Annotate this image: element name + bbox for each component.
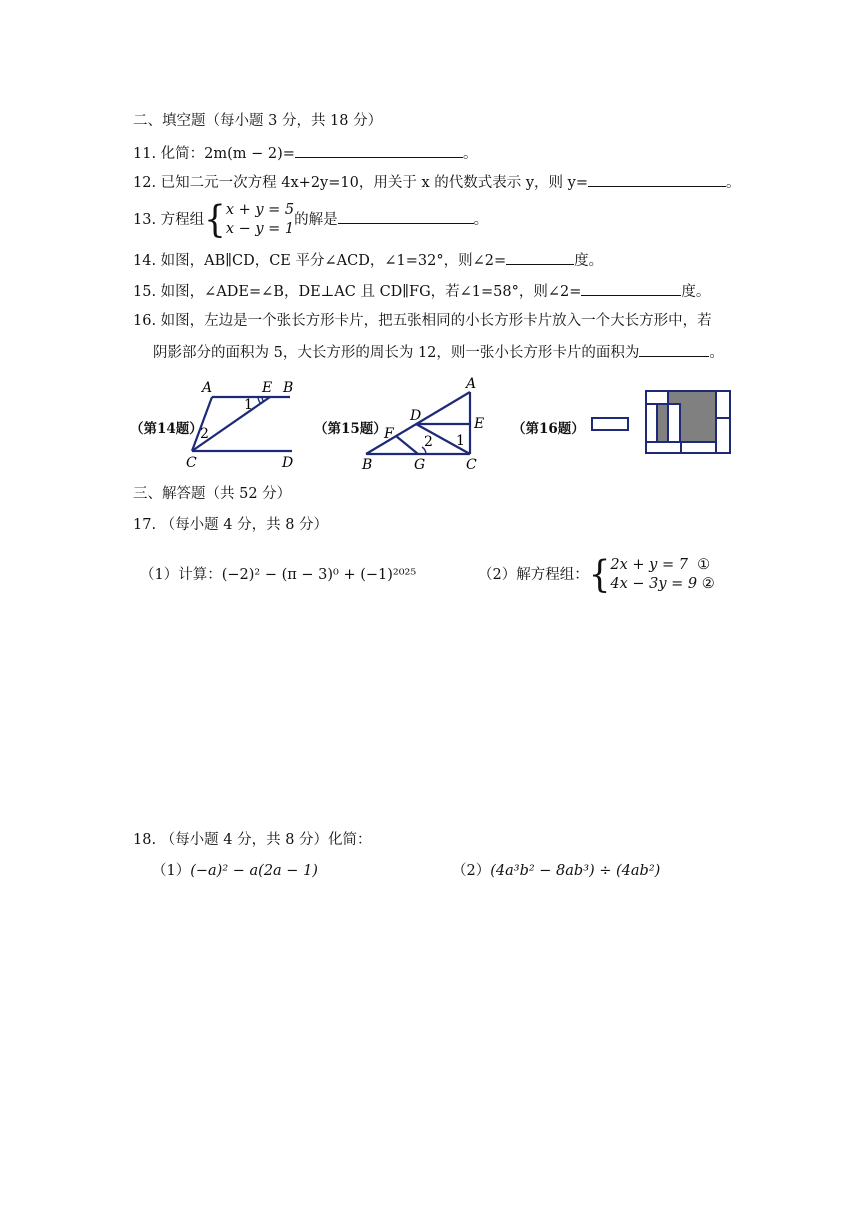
question-17-part-1 [140, 565, 416, 585]
line-FG [396, 436, 418, 454]
point-label-A: A [466, 376, 477, 392]
equation-mark-1: ① [697, 557, 711, 573]
question-17-part-2 [478, 555, 715, 595]
small-rectangle-card [592, 418, 628, 430]
brace-icon: { [204, 198, 226, 242]
equation-2: x − y = 1 [225, 221, 295, 237]
question-text: 的解是 [294, 212, 338, 228]
question-end: 。 [462, 146, 478, 162]
point-label-E: E [262, 380, 273, 396]
figure-15-diagram [360, 376, 490, 472]
part-label: （2）解方程组： [478, 567, 589, 583]
question-16-line-1 [133, 311, 712, 331]
question-text: 方程组 [160, 212, 205, 228]
equation-1: 2x + y = 7 [610, 557, 688, 573]
point-label-B: B [283, 380, 294, 396]
equation-2: 4x − 3y = 9 [610, 576, 698, 592]
question-text: 如图，左边是一个张长方形卡片，把五张相同的小长方形卡片放入一个大长方形中，若 [160, 313, 712, 329]
card-vertical-right [716, 418, 730, 453]
section-title-answer: 三、解答题（共 52 分） [133, 486, 292, 502]
answer-blank[interactable] [639, 342, 709, 357]
question-text: 如图，∠ADE=∠B，DE⊥AC 且 CD∥FG，若∠1=58°，则∠2= [160, 284, 582, 300]
question-number: 16. [133, 313, 157, 329]
question-number: 12. [133, 175, 157, 191]
answer-blank[interactable] [338, 209, 474, 224]
point-label-A: A [202, 380, 213, 396]
answer-blank[interactable] [506, 250, 574, 265]
question-13 [133, 198, 489, 242]
question-number: 11. [133, 146, 157, 162]
brace-icon: { [588, 553, 611, 597]
question-17 [133, 515, 328, 535]
question-number: 17. [133, 517, 157, 533]
figure-14-caption: （第14题） [130, 421, 203, 437]
math-expression: (4a³b² − 8ab³) ÷ (4ab²) [490, 863, 661, 879]
figure-14-diagram [180, 378, 300, 470]
question-number: 15. [133, 284, 157, 300]
question-number: 13. [133, 212, 157, 228]
point-label-B: B [362, 457, 373, 472]
card-vertical-middle [668, 404, 680, 442]
figure-16-caption: （第16题） [512, 421, 585, 437]
part-label: （1） [152, 863, 191, 879]
card-bottom-left [646, 442, 681, 453]
point-label-E: E [474, 416, 485, 432]
question-16-line-2 [153, 342, 724, 363]
line-CE [192, 397, 270, 451]
question-18-part-2 [452, 861, 660, 881]
question-end: 度。 [574, 253, 604, 269]
question-text: 已知二元一次方程 4x+2y=10，用关于 x 的代数式表示 y，则 y= [160, 175, 588, 191]
angle-label-2: 2 [200, 426, 209, 442]
question-18 [133, 830, 372, 850]
equation-system [226, 201, 294, 239]
part-label: （2） [452, 863, 491, 879]
point-label-F: F [384, 426, 394, 442]
question-number: 14. [133, 253, 157, 269]
question-11 [133, 143, 477, 164]
equation-mark-2: ② [701, 576, 715, 592]
equation-system [610, 556, 714, 594]
question-number: 18. [133, 832, 157, 848]
question-end: 度。 [681, 284, 711, 300]
point-label-G: G [414, 457, 426, 472]
answer-blank[interactable] [581, 281, 681, 296]
figure-16-diagram [590, 388, 740, 458]
math-expression: (−a)² − a(2a − 1) [190, 863, 318, 879]
question-text: 化简：2m(m − 2)= [160, 146, 295, 162]
question-12 [133, 172, 741, 193]
angle-label-1: 1 [244, 397, 253, 413]
section-title-fill-in: 二、填空题（每小题 3 分，共 18 分） [133, 113, 383, 129]
point-label-C: C [466, 457, 477, 472]
equation-1: x + y = 5 [225, 202, 295, 218]
math-expression: (−2)² − (π − 3)⁰ + (−1)²⁰²⁵ [221, 567, 417, 583]
answer-blank[interactable] [588, 172, 726, 187]
question-15 [133, 281, 710, 302]
question-end: 。 [473, 212, 489, 228]
figure-15-caption: （第15题） [314, 421, 387, 437]
answer-blank[interactable] [295, 143, 463, 158]
point-label-D: D [410, 408, 422, 424]
question-text: 阴影部分的面积为 5，大长方形的周长为 12，则一张小长方形卡片的面积为 [153, 345, 640, 361]
question-18-part-1 [152, 861, 318, 881]
question-end: 。 [709, 345, 724, 361]
point-label-C: C [186, 455, 197, 470]
angle-label-2: 2 [424, 434, 433, 450]
question-text: （每小题 4 分，共 8 分）化简： [160, 832, 372, 848]
question-end: 。 [726, 175, 741, 191]
angle-label-1: 1 [456, 433, 465, 449]
card-bottom-right [681, 442, 716, 453]
question-text: （每小题 4 分，共 8 分） [160, 517, 329, 533]
point-label-D: D [282, 455, 294, 470]
card-vertical-left [646, 404, 657, 442]
question-text: 如图，AB∥CD，CE 平分∠ACD，∠1=32°，则∠2= [160, 253, 507, 269]
part-label: （1）计算： [140, 567, 222, 583]
card-top-left [646, 391, 668, 404]
question-14 [133, 250, 603, 271]
